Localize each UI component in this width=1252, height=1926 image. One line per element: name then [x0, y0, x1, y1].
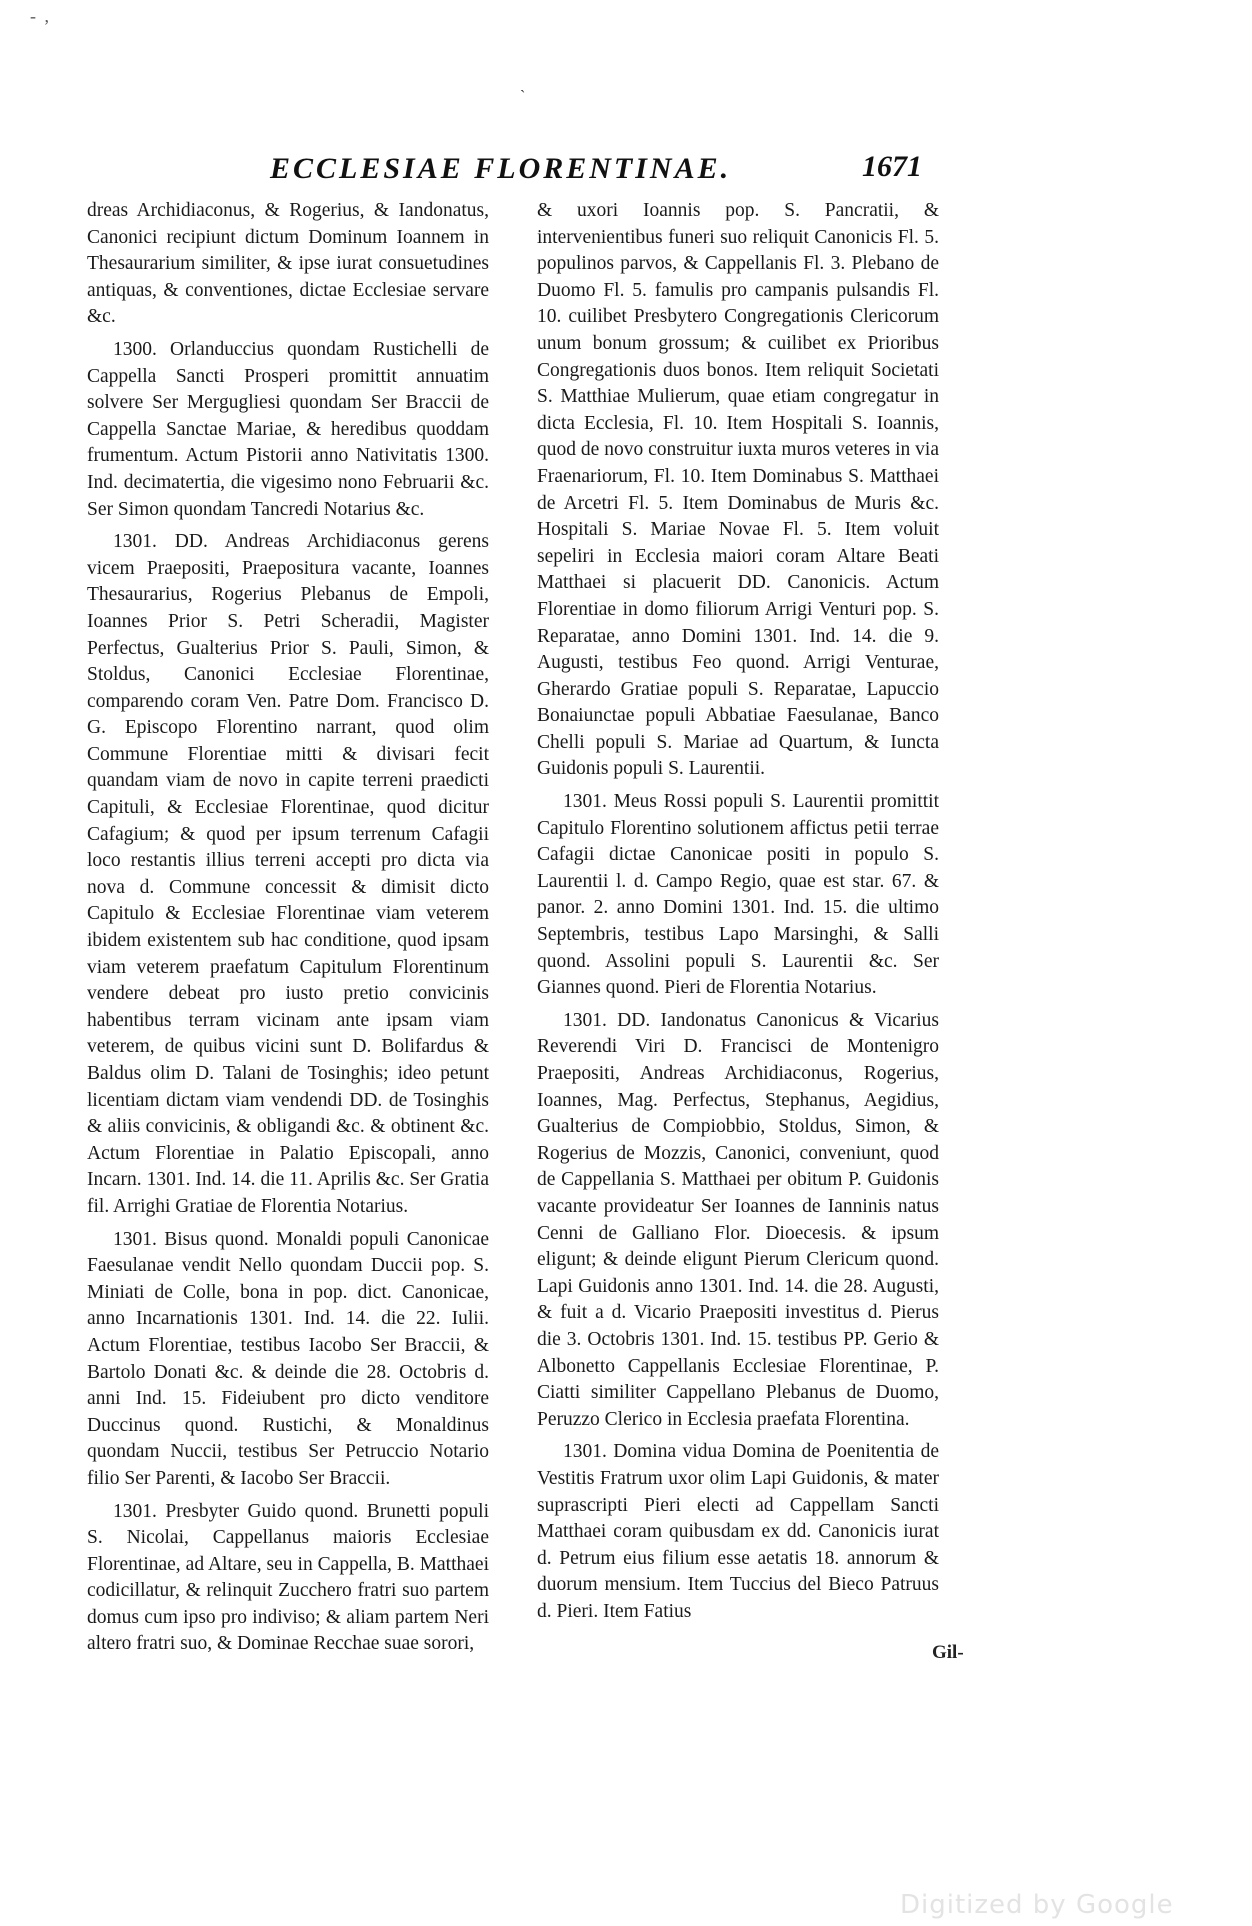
paragraph: 1300. Orlanduccius quondam Rustichelli de Cappella Sancti Prosperi promittit annuatim solvere Ser Mergugliesi quondam Ser Braccii de Cappella Sanctae Mariae, & heredibus quoddam frumentum. Actum Pistorii anno Nativitatis 1300. Ind. decimatertia, die vigesimo nono Februarii &c. Ser Simon quondam Tancredi Notarius &c. — [87, 338, 489, 520]
right-column — [537, 198, 939, 1631]
paragraph: 1301. Meus Rossi populi S. Laurentii promittit Capitulo Florentino solutionem affictus petii terrae Cafagii dictae Canonicae positi in populo S. Laurentii l. d. Campo Regio, quae est star. 67. & panor. 2. anno Domini 1301. Ind. 15. die ultimo Septembris, testibus Lapo Marsinghi, & Salli quond. Assolini populi S. Laurentii &c. Ser Giannes quond. Pieri de Florentia Notarius. — [537, 791, 939, 999]
stray-mark: ` — [520, 88, 526, 105]
paragraph: 1301. Presbyter Guido quond. Brunetti populi S. Nicolai, Cappellanus maioris Ecclesiae Florentinae, ad Altare, seu in Cappella, B. Matthaei codicillatur, & relinquit Zucchero fratri suo partem domus cum ipso pro indiviso; & aliam partem Neri altero fratri suo, & Dominae Recchae suae sorori, — [87, 1500, 489, 1655]
running-head: ECCLESIAE FLORENTINAE. — [270, 152, 732, 185]
paragraph: 1301. Domina vidua Domina de Poenitentia de Vestitis Fratrum uxor olim Lapi Guidonis, & mater suprascripti Pieri electi ad Cappellam Sancti Matthaei coram quibusdam ex dd. Canonicis iurat d. Petrum eius filium esse aetatis 18. annorum & duorum mensium. Item Tuccius del Bieco Patruus d. Pieri. Item Fatius — [537, 1441, 939, 1622]
catchword: Gil- — [932, 1642, 964, 1663]
paragraph: & uxori Ioannis pop. S. Pancratii, & intervenientibus funeri suo reliquit Canonicis Fl. 5. populinos parvos, & Cappellanis Fl. 3. Plebano de Duomo Fl. 5. famulis pro campanis pulsandis Fl. 10. cuilibet Presbytero Congregationis Clericorum unum bonum grossum; & cuilibet ex Prioribus Congregationis duos bonos. Item reliquit Societati S. Matthiae Mulierum, quae etiam congregatur in dicta Ecclesia, Fl. 10. Item Hospitali S. Ioannis, quod de novo construitur iuxta muros veteres in via Fraenariorum, Fl. 10. Item Dominabus S. Matthaei de Arcetri Fl. 5. Item Dominabus de Muris &c. Hospitali S. Mariae Novae Fl. 5. Item voluit sepeliri in Ecclesia maiori coram Altare Beati Matthaei si placuerit DD. Canonicis. Actum Florentiae in domo filiorum Arrigi Venturi pop. S. Reparatae, anno Domini 1301. Ind. 14. die 9. Augusti, testibus Feo quond. Arrigi Venturae, Gherardo Gratiae populi S. Reparatae, Lapuccio Bonaiunctae populi Abbatiae Faesulanae, Banco Chelli populi S. Mariae ad Quartum, & Iuncta Guidonis populi S. Laurentii. — [537, 200, 939, 780]
paragraph: dreas Archidiaconus, & Rogerius, & Iandonatus, Canonici recipiunt dictum Dominum Ioannem in Thesaurarium similiter, & ipse iurat consuetudines antiquas, & conventiones, dictae Ecclesiae servare &c. — [87, 200, 489, 328]
digitization-watermark: Digitized by Google — [900, 1890, 1174, 1920]
paragraph: 1301. Bisus quond. Monaldi populi Canonicae Faesulanae vendit Nello quondam Duccii pop. S. Miniati de Colle, bona in pop. dict. Canonicae, anno Incarnationis 1301. Ind. 14. die 22. Iulii. Actum Florentiae, testibus Iacobo Ser Braccii, & Bartolo Donati &c. & deinde die 28. Octobris d. anni Ind. 15. Fideiubent pro dicto venditore Duccinus quond. Rustichi, & Monaldinus quondam Nuccii, testibus Ser Petruccio Notario filio Ser Parenti, & Iacobo Ser Braccii. — [87, 1228, 489, 1489]
corner-mark: - , — [30, 6, 51, 26]
page-number: 1671 — [862, 150, 922, 183]
paragraph: 1301. DD. Andreas Archidiaconus gerens vicem Praepositi, Praepositura vacante, Ioannes Thesaurarius, Rogerius Plebanus de Empoli, Ioannes Prior S. Petri Scheradii, Magister Perfectus, Gualterius Prior S. Pauli, Simon, & Stoldus, Canonici Ecclesiae Florentinae, comparendo coram Ven. Patre Dom. Francisco D. G. Episcopo Florentino narrant, quod olim Commune Florentiae mitti & divisari fecit quandam viam de novo in capite terreni praedicti Capituli, & Ecclesiae Florentinae, quod dicitur Cafagium; & quod per ipsum terrenum Cafagii loco restantis illius terreni accepti pro dicta via nova d. Commune concessit & dimisit dicto Capitulo & Ecclesiae Florentinae viam veterem ibidem existentem sub hac conditione, quod ipsam viam veterem praefatum Capitulum Florentinum vendere debeat pro iusto pretio convicinis habentibus terram vicinam ante ipsam viam veterem, de quibus vicini sunt D. Bolifardus & Baldus olim D. Talani de Tosinghis; ideo petunt licentiam dictam viam vendendi DD. de Tosinghis & aliis convicinis, & obligandi &c. & obtinent &c. Actum Florentiae in Palatio Episcopali, anno Incarn. 1301. Ind. 14. die 11. Aprilis &c. Ser Gratia fil. Arrighi Gratiae de Florentia Notarius. — [87, 531, 489, 1217]
paragraph: 1301. DD. Iandonatus Canonicus & Vicarius Reverendi Viri D. Francisci de Montenigro Praepositi, Andreas Archidiaconus, Rogerius, Ioannes, Mag. Perfectus, Stephanus, Aegidius, Gualterius de Compiobbio, Stoldus, Simon, & Rogerius de Mozzis, Canonici, conveniunt, quod de Cappellania S. Matthaei per obitum P. Guidonis vacante provideatur Ser Ioannes de Ianninis natus Cenni de Galliano Flor. Dioecesis. & ipsum eligunt; & deinde eligunt Pierum Clericum quond. Lapi Guidonis anno 1301. Ind. 14. die 28. Augusti, & fuit a d. Vicario Praepositi investitus d. Pierus die 3. Octobris 1301. Ind. 15. testibus PP. Gerio & Albonetto Cappellanis Ecclesiae Florentinae, P. Ciatti similiter Cappellano Plebanus de Duomo, Peruzzo Clerico in Ecclesia praefata Florentina. — [537, 1009, 939, 1430]
left-column — [87, 198, 489, 1664]
